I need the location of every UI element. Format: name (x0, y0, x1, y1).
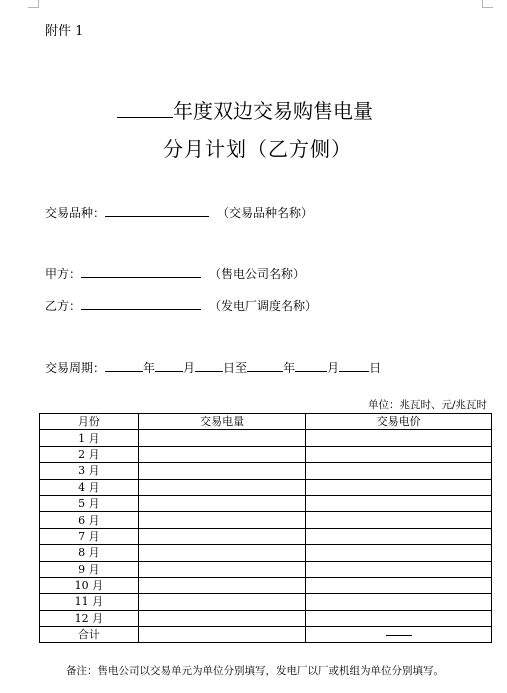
volume-cell[interactable] (138, 610, 306, 626)
day-to-text: 日至 (223, 361, 248, 375)
variety-hint: （交易品种名称） (217, 206, 314, 220)
header-month: 月份 (40, 414, 139, 430)
volume-cell[interactable] (138, 512, 306, 528)
party-b-hint: （发电厂调度名称） (209, 299, 318, 313)
price-cell[interactable] (306, 594, 492, 610)
party-b-row (45, 297, 317, 314)
table-row (40, 561, 492, 577)
title-line-1-text: 年度双边交易购售电量 (173, 99, 373, 123)
unit-label: 单位：兆瓦时、元/兆瓦时 (367, 399, 487, 411)
month-cell: 2 月 (40, 446, 139, 462)
start-month-blank (155, 371, 183, 372)
footnote: 备注：售电公司以交易单元为单位分别填写，发电厂以厂或机组为单位分别填写。 (66, 665, 444, 677)
table-row (40, 463, 492, 479)
year-blank (117, 117, 173, 118)
volume-cell[interactable] (138, 577, 306, 593)
month-cell: 3 月 (40, 463, 139, 479)
header-volume: 交易电量 (138, 414, 306, 430)
table-row (40, 577, 492, 593)
table-row (40, 594, 492, 610)
total-label: 合计 (40, 627, 139, 643)
title-line-1 (117, 95, 373, 124)
end-day-unit: 日 (369, 361, 382, 375)
price-cell[interactable] (306, 561, 492, 577)
total-price-dash (386, 635, 412, 636)
month-cell: 6 月 (40, 512, 139, 528)
party-a-hint: （售电公司名称） (209, 267, 306, 281)
volume-cell[interactable] (138, 594, 306, 610)
end-month-blank (295, 371, 327, 372)
party-b-label: 乙方： (45, 299, 82, 313)
table-header-row (40, 414, 492, 430)
start-month-unit: 月 (183, 361, 196, 375)
total-price-cell (306, 627, 492, 643)
table-row (40, 495, 492, 511)
price-cell[interactable] (306, 545, 492, 561)
table-row (40, 528, 492, 544)
month-cell: 10 月 (40, 577, 139, 593)
price-cell[interactable] (306, 479, 492, 495)
table-row (40, 430, 492, 446)
month-cell: 12 月 (40, 610, 139, 626)
volume-cell[interactable] (138, 479, 306, 495)
variety-label: 交易品种： (45, 206, 106, 220)
month-cell: 11 月 (40, 594, 139, 610)
total-row (40, 627, 492, 643)
volume-cell[interactable] (138, 430, 306, 446)
end-day-blank (339, 371, 369, 372)
page-corner-mark-left (28, 0, 39, 8)
party-a-blank (81, 277, 201, 278)
table-row (40, 479, 492, 495)
period-row (45, 359, 381, 376)
price-cell[interactable] (306, 495, 492, 511)
end-year-blank (247, 371, 283, 372)
month-cell: 8 月 (40, 545, 139, 561)
start-year-blank (105, 371, 143, 372)
table-row (40, 512, 492, 528)
volume-cell[interactable] (138, 561, 306, 577)
page-corner-mark-right (482, 0, 493, 8)
attachment-label: 附件 1 (45, 24, 84, 39)
party-a-label: 甲方： (45, 267, 82, 281)
period-label: 交易周期： (45, 361, 106, 375)
title-line-2: 分月计划（乙方侧） (163, 137, 352, 161)
volume-cell[interactable] (138, 463, 306, 479)
month-cell: 7 月 (40, 528, 139, 544)
header-price: 交易电价 (306, 414, 492, 430)
price-cell[interactable] (306, 610, 492, 626)
price-cell[interactable] (306, 512, 492, 528)
table-row (40, 610, 492, 626)
price-cell[interactable] (306, 430, 492, 446)
table-row (40, 446, 492, 462)
price-cell[interactable] (306, 577, 492, 593)
table-row (40, 545, 492, 561)
start-day-blank (195, 371, 223, 372)
price-cell[interactable] (306, 446, 492, 462)
variety-blank (105, 216, 209, 217)
end-month-unit: 月 (327, 361, 340, 375)
price-cell[interactable] (306, 528, 492, 544)
volume-cell[interactable] (138, 528, 306, 544)
month-cell: 9 月 (40, 561, 139, 577)
variety-row (45, 204, 313, 221)
total-volume-cell[interactable] (138, 627, 306, 643)
month-cell: 1 月 (40, 430, 139, 446)
party-b-blank (81, 309, 201, 310)
start-year-unit: 年 (143, 361, 156, 375)
volume-cell[interactable] (138, 446, 306, 462)
end-year-unit: 年 (283, 361, 296, 375)
price-cell[interactable] (306, 463, 492, 479)
month-cell: 4 月 (40, 479, 139, 495)
month-cell: 5 月 (40, 495, 139, 511)
monthly-plan-table (39, 413, 492, 643)
volume-cell[interactable] (138, 545, 306, 561)
party-a-row (45, 265, 305, 282)
volume-cell[interactable] (138, 495, 306, 511)
